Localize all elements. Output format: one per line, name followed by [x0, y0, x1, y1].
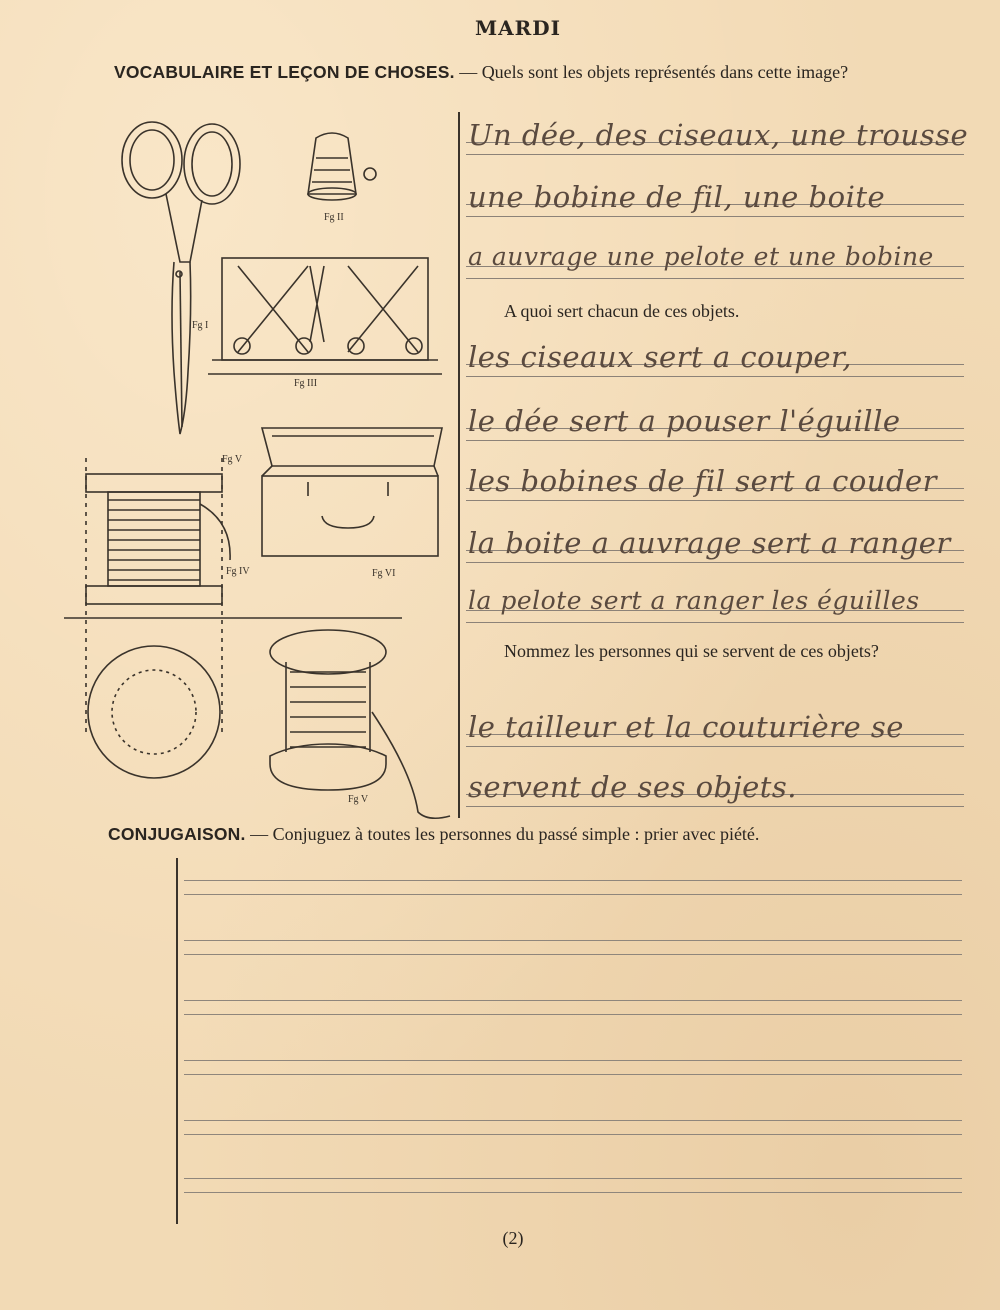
spool-top-figure	[88, 646, 220, 778]
spool-perspective-figure	[270, 630, 450, 818]
handwritten-answer: les ciseaux sert a couper,	[468, 340, 852, 374]
handwritten-answer: le tailleur et la couturière se	[468, 710, 904, 744]
figure-label-3: Fg III	[294, 378, 318, 389]
handwritten-answer: la pelote sert a ranger les éguilles	[468, 586, 920, 615]
conjugation-margin-line	[176, 858, 178, 1224]
page-number: (2)	[502, 1228, 524, 1248]
page-title: MARDI	[475, 16, 561, 40]
question-persons: Nommez les personnes qui se servent de ces objets?	[504, 641, 879, 661]
figure-label-4: Fg IV	[226, 566, 250, 577]
answer-line	[466, 240, 964, 280]
vocab-question: — Quels sont les objets représentés dans cette image?	[454, 62, 849, 82]
handwritten-answer: une bobine de fil, une boite	[468, 180, 886, 214]
handwritten-answer: la boite a auvrage sert a ranger	[468, 526, 951, 560]
answer-line	[466, 402, 964, 442]
conjugation-block	[108, 822, 988, 846]
handwritten-answer: les bobines de fil sert a couder	[468, 464, 938, 498]
figure-label-5: Fg V	[222, 454, 243, 465]
answer-line	[466, 338, 964, 378]
answer-column	[460, 112, 1000, 818]
sewing-box-figure	[262, 428, 442, 556]
figure-label-6: Fg VI	[372, 568, 396, 579]
vocab-heading: VOCABULAIRE ET LEÇON DE CHOSES.	[114, 62, 455, 82]
figure-label-1: Fg I	[192, 320, 209, 331]
question-use: A quoi sert chacun de ces objets.	[504, 301, 740, 321]
sewing-objects-drawing	[62, 112, 458, 818]
pincushion-figure	[208, 258, 442, 374]
figure-label-2: Fg II	[324, 212, 344, 223]
handwritten-answer: a auvrage une pelote et une bobine	[468, 242, 934, 271]
answer-line	[466, 178, 964, 218]
conjugation-instruction: — Conjuguez à toutes les personnes du passé simple : prier avec piété.	[245, 824, 760, 844]
answer-line	[466, 462, 964, 502]
spool-side-figure	[64, 458, 402, 732]
answer-line	[466, 524, 964, 564]
handwritten-answer: servent de ses objets.	[468, 770, 798, 804]
handwritten-answer: le dée sert a pouser l'éguille	[468, 404, 901, 438]
answer-line	[466, 708, 964, 748]
vocab-question-block	[74, 60, 970, 84]
conjugation-heading: CONJUGAISON.	[108, 824, 246, 844]
answer-line	[466, 116, 969, 156]
figure-label-7: Fg V	[348, 794, 369, 805]
answer-line	[466, 584, 964, 624]
thimble-figure	[308, 133, 376, 200]
handwritten-answer: Un dée, des ciseaux, une trousse	[468, 118, 969, 152]
answer-line	[466, 768, 964, 808]
sewing-illustrations	[62, 112, 458, 818]
